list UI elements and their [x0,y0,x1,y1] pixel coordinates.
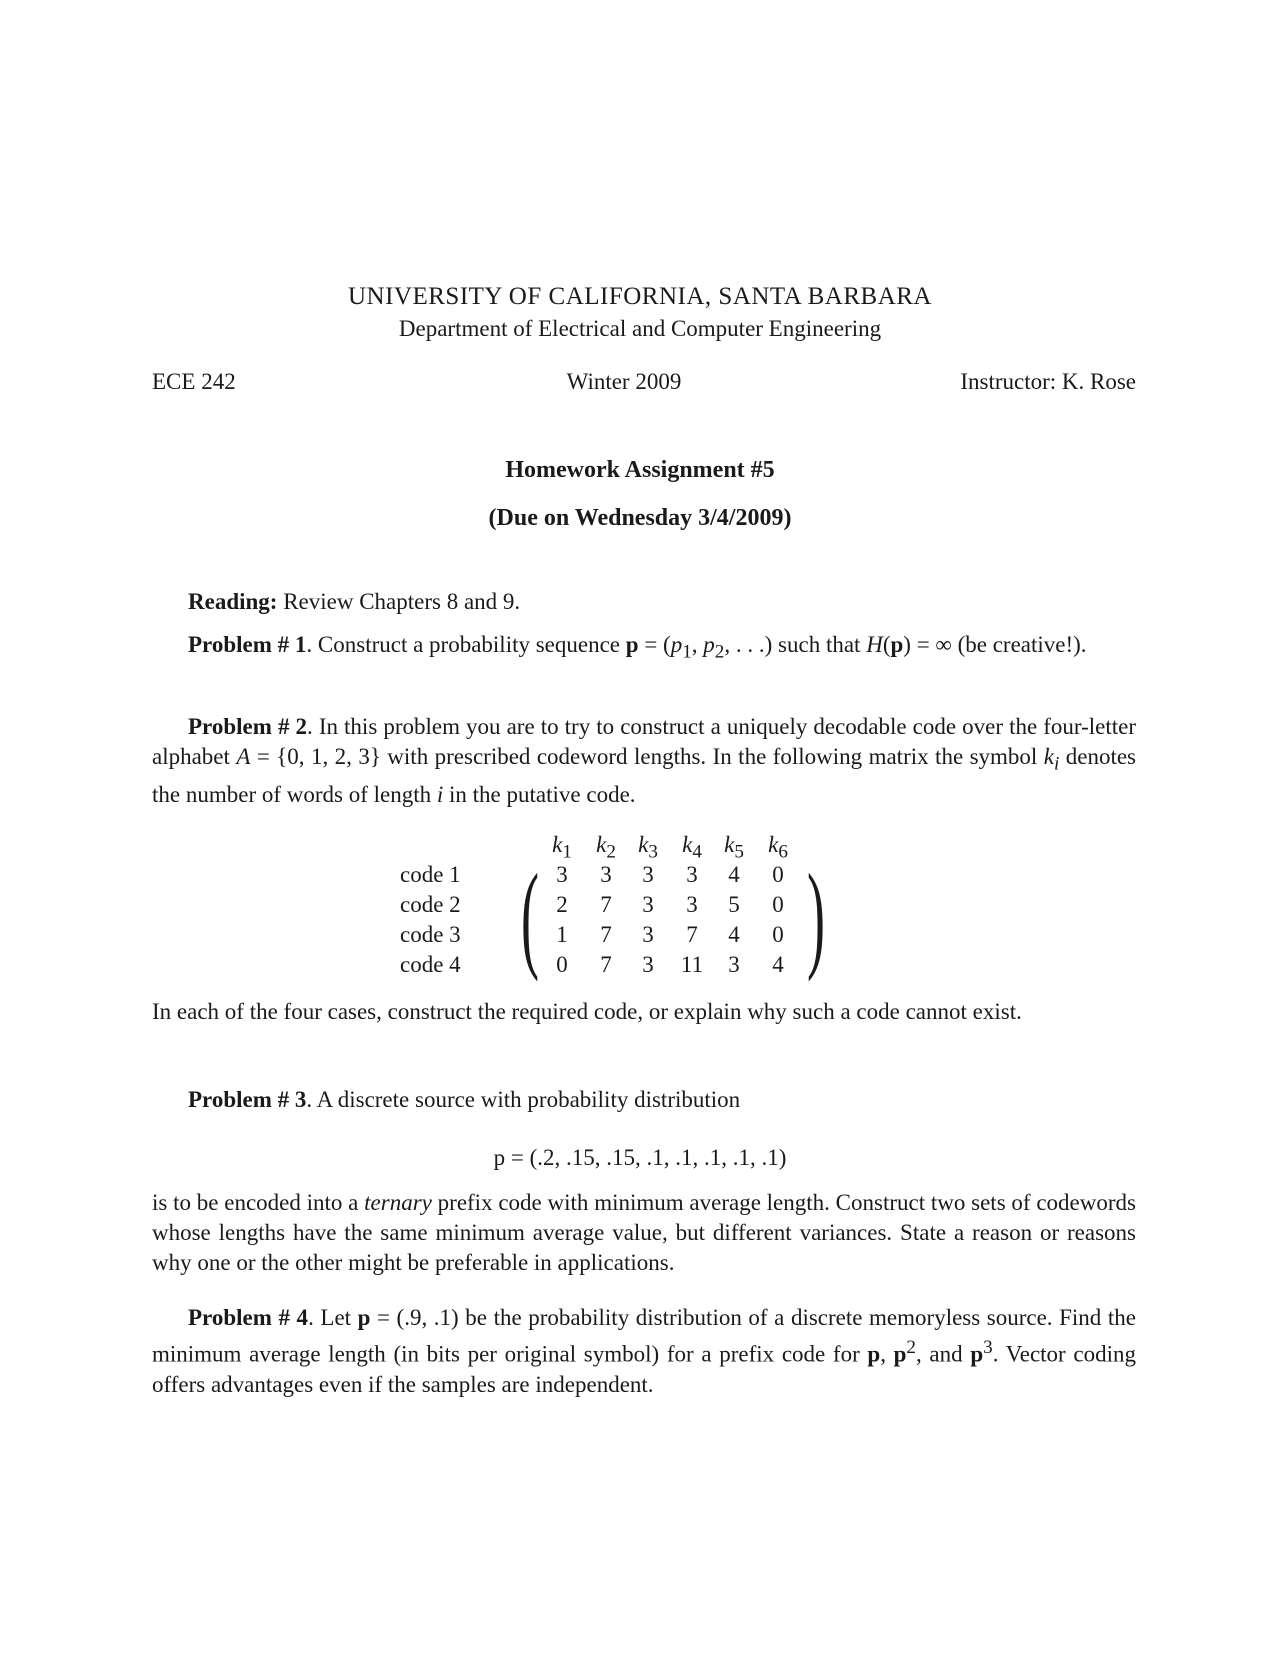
matrix-cell: 0 [772,922,784,947]
matrix-cell: 3 [728,952,740,977]
matrix-cell: 3 [642,862,654,887]
problem-3-label: Problem # 3 [188,1087,307,1112]
problem-4-text-a: . Let [308,1305,358,1330]
reading-label: Reading: [188,589,278,614]
matrix-cell: 2 [556,892,568,917]
matrix-cell: 0 [772,862,784,887]
problem-3-distribution: p = (.2, .15, .15, .1, .1, .1, .1, .1) [493,1145,787,1170]
matrix-cell: 1 [556,922,568,947]
matrix-col-header: $k_4$ [682,832,702,863]
matrix-cell: 3 [686,862,698,887]
matrix-cell: 4 [728,862,740,887]
problem-2-label: Problem # 2 [188,714,308,739]
problem-1: Problem # 1. Construct a probability sequence $p = (p_1$, $p_2$, . . .) such that H(p) = ∞ (be creative!). [188,632,1087,663]
problem-1-text: . Construct a probability sequence [306,632,626,657]
matrix-cell: 4 [772,952,784,977]
matrix-cell: 5 [728,892,740,917]
codeword-length-matrix [400,832,840,982]
reading-text: Review Chapters 8 and 9. [283,589,521,614]
matrix-cell: 7 [600,892,612,917]
problem-3-intro: . A discrete source with probability distribution [306,1087,741,1112]
problem-4-text-b: be the probability distribution of a discrete memoryless source. Find the minimum average length (in bits per original symbol) for a prefix code for [152,1305,1136,1367]
right-paren: ) [806,849,825,982]
matrix-cell: 3 [556,862,568,887]
matrix-col-header: $k_5$ [724,832,744,863]
matrix-col-header: $k_2$ [596,832,616,863]
problem-2: Problem # 2. In this problem you are to try to construct a uniquely decodable code over the four-letter alphabet A = {0, 1, 2, 3} with prescribed codeword lengths. In the following matrix the symbol $k_i$ denotes the number of words of length i in the putative code. [152,714,1136,807]
assignment-title: Homework Assignment #5 [505,457,775,483]
department-heading: Department of Electrical and Computer Engineering [398,316,882,341]
problem-4-text-c: . Vector coding offers advantages even if the samples are independent. [152,1341,1136,1397]
matrix-cell: 7 [600,952,612,977]
matrix-cell: 0 [556,952,568,977]
problem-4-label: Problem # 4 [188,1305,309,1330]
matrix-row-label: code 2 [400,892,461,917]
matrix-cell: 3 [686,892,698,917]
university-heading: UNIVERSITY OF CALIFORNIA, SANTA BARBARA [348,283,932,310]
matrix-col-header: $k_3$ [638,832,658,863]
matrix-row-label: code 3 [400,922,461,947]
assignment-due-date: (Due on Wednesday 3/4/2009) [488,505,792,531]
matrix-col-header: $k_1$ [552,832,572,863]
problem-2-text-b: with prescribed codeword lengths. In the following matrix the symbol [380,744,1044,769]
problem-1-text-c: (be creative!). [957,632,1087,657]
reading-paragraph [152,587,1136,617]
matrix-cell: 7 [686,922,698,947]
matrix-cell: 4 [728,922,740,947]
term: Winter 2009 [566,369,682,394]
problem-3-text-b: prefix code with minimum average length. Construct two sets of codewords whose lengths have the same minimum average value, but different variances. State a reason or reasons why one or the other might be preferable in applications. [152,1190,1136,1275]
problem-2-text-a: . In this problem you are to try to construct a uniquely decodable code over the four-letter alphabet [152,714,1136,769]
matrix-col-header: $k_6$ [768,832,788,863]
problem-1-label: Problem # 1 [188,632,307,657]
matrix-row-label: code 1 [400,862,461,887]
course-code: ECE 242 [152,369,236,394]
problem-3-italic: ternary [364,1190,432,1215]
problem-3-text-a: is to be encoded into a [152,1190,365,1215]
matrix-cell: 3 [642,922,654,947]
problem-3 [152,1085,1136,1115]
matrix-cell: 11 [680,952,704,977]
problem-2-text-d: in the putative code. [443,781,636,807]
matrix-cell: 3 [642,952,654,977]
problem-2-followup: In each of the four cases, construct the required code, or explain why such a code cannot exist. [152,999,1022,1024]
problem-3-body [152,1188,1136,1278]
matrix-cell: 7 [600,922,612,947]
matrix-cell: 0 [772,892,784,917]
left-paren: ( [520,849,539,982]
matrix-cell: 3 [600,862,612,887]
matrix-cell: 3 [642,892,654,917]
problem-4: Problem # 4. Let p = (.9, .1) be the probability distribution of a discrete memoryless source. Find the minimum average length (in bits per original symbol) for a prefix code for p, $p^2$, and $p^3$. Vector coding offers advantages even if the samples are independent. [152,1305,1136,1397]
problem-2-text-c: denotes the number of words of length [152,744,1136,807]
problem-1-text-b: such that [772,632,867,657]
instructor: Instructor: K. Rose [960,369,1136,394]
matrix-row-label: code 4 [400,952,461,977]
